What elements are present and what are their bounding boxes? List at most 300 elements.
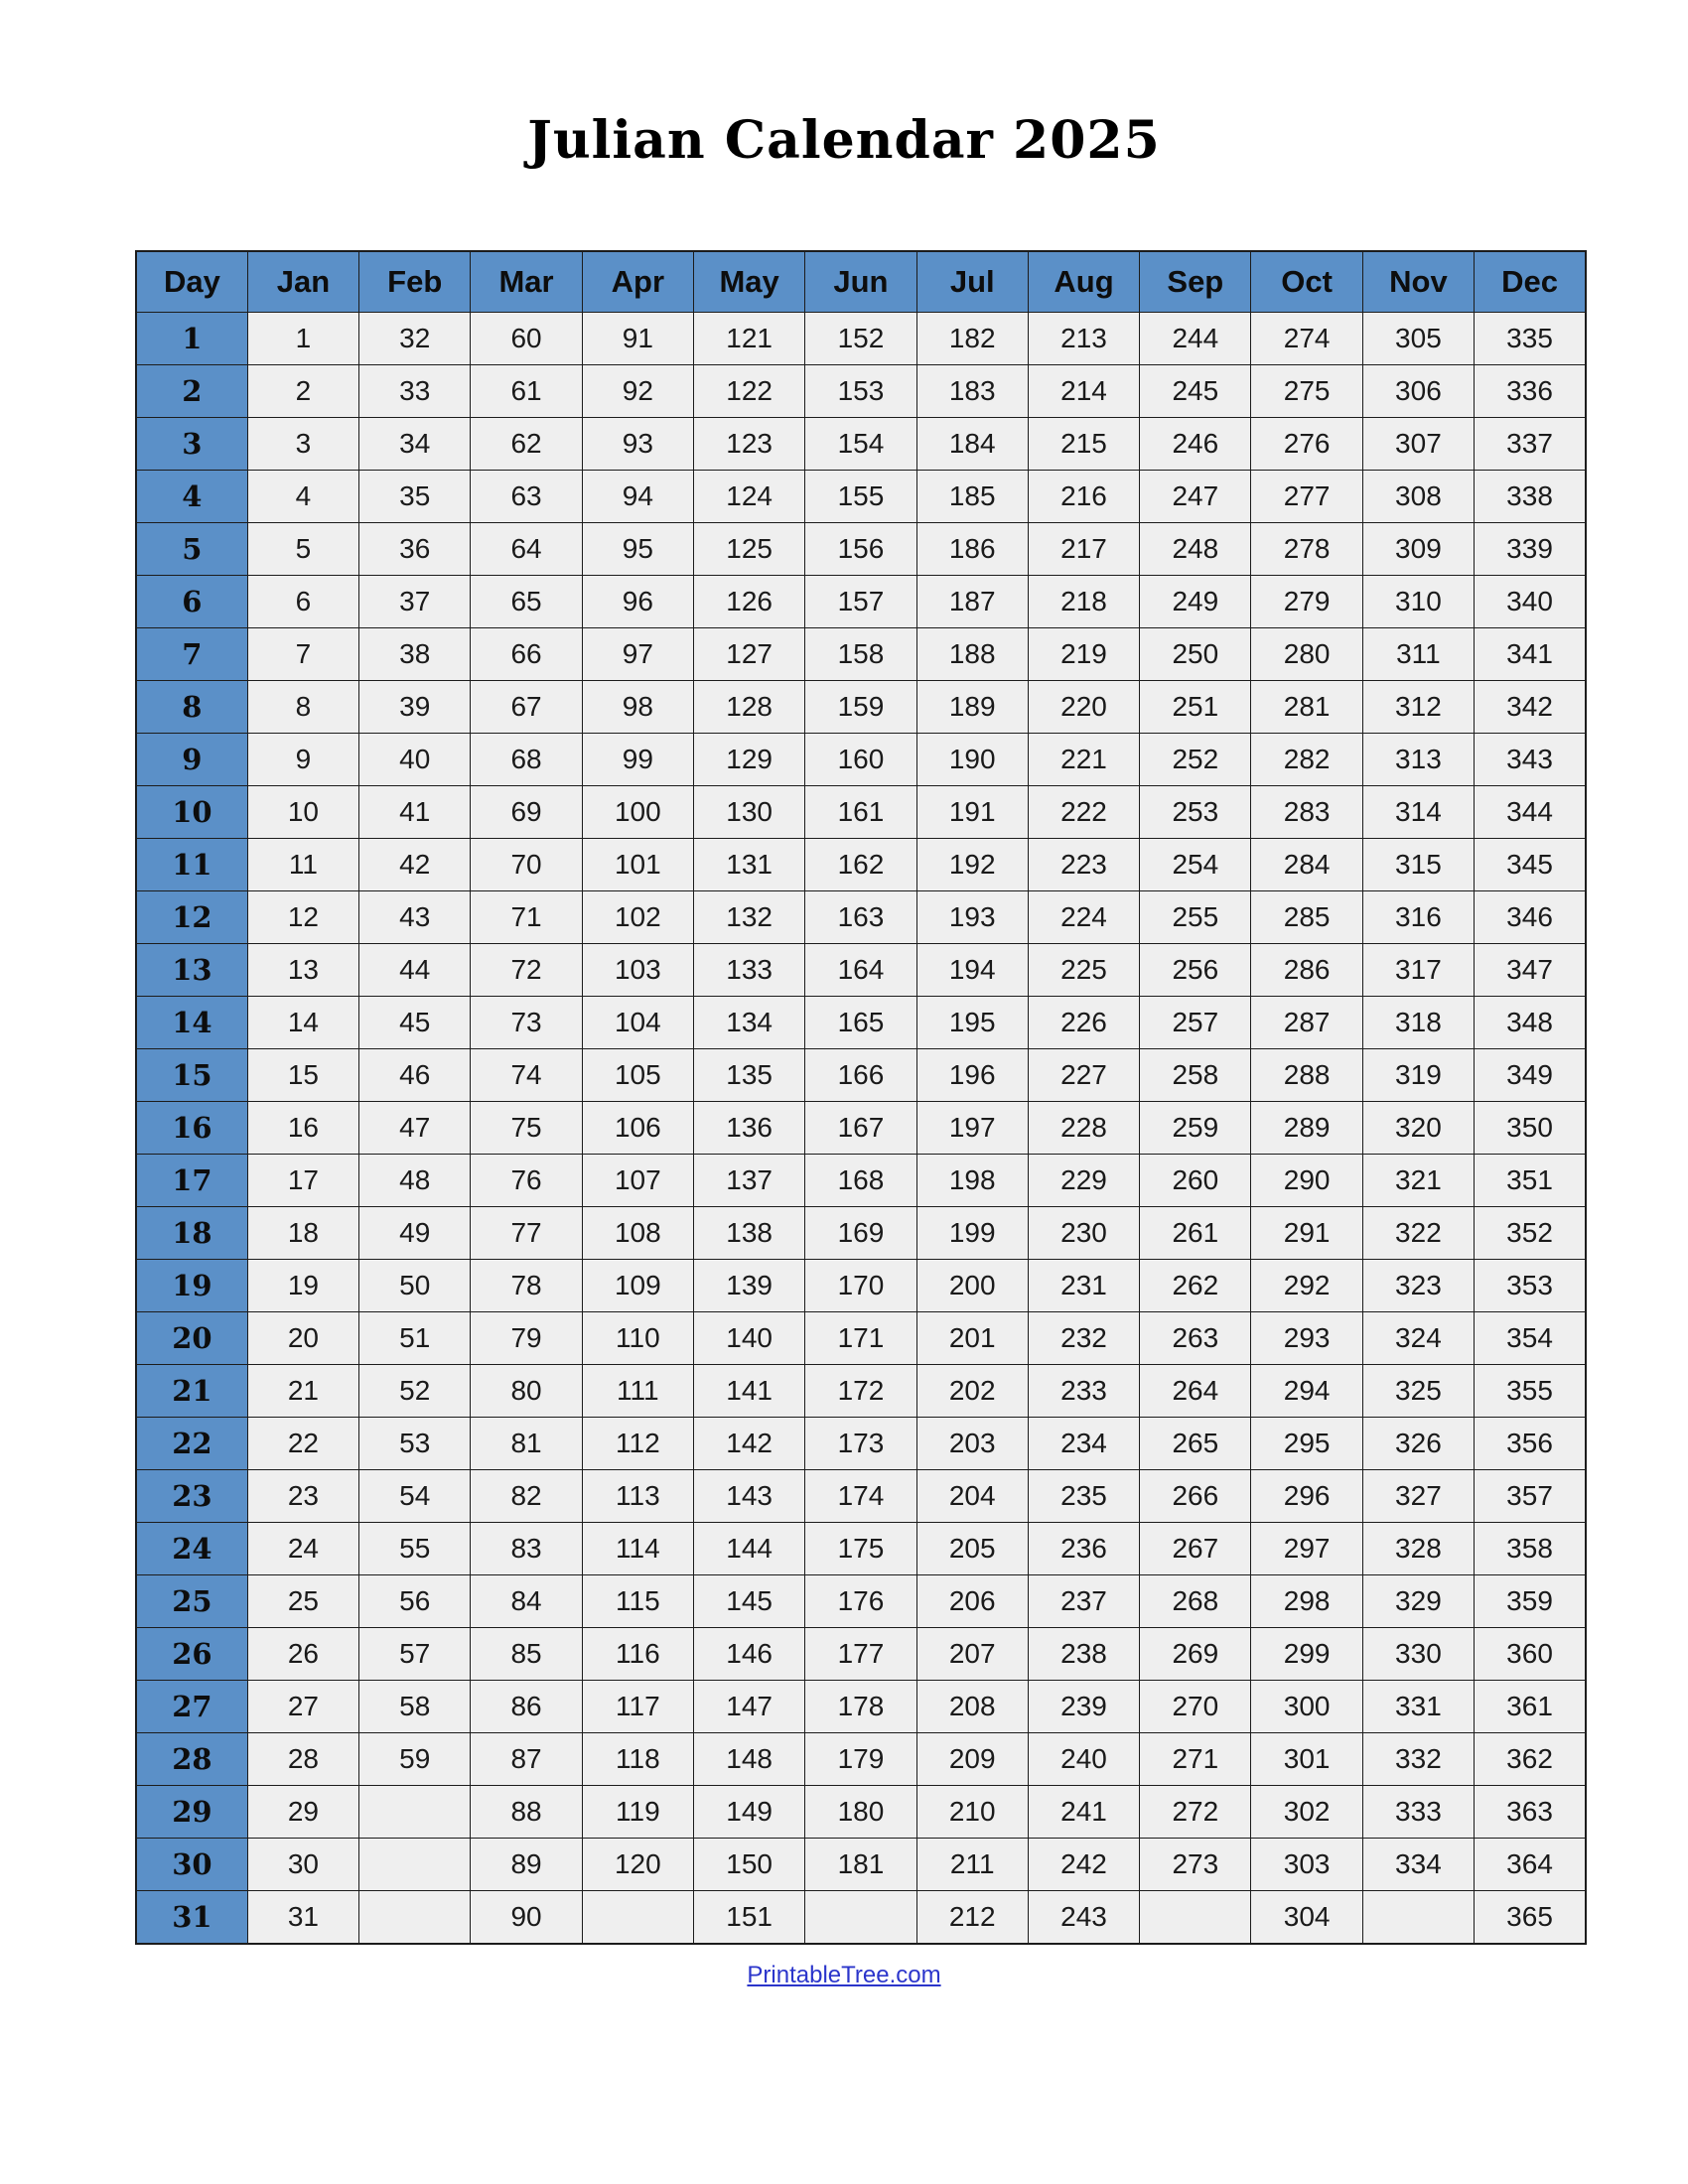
julian-day-cell (359, 1838, 471, 1890)
julian-day-cell: 216 (1028, 470, 1139, 522)
footer (0, 1962, 1688, 1989)
julian-day-cell: 66 (471, 627, 582, 680)
julian-day-cell: 59 (359, 1732, 471, 1785)
julian-day-cell: 219 (1028, 627, 1139, 680)
calendar-row (136, 522, 1586, 575)
julian-day-cell: 235 (1028, 1469, 1139, 1522)
julian-day-cell: 303 (1251, 1838, 1362, 1890)
julian-day-cell: 252 (1140, 733, 1251, 785)
julian-day-cell: 68 (471, 733, 582, 785)
julian-day-cell: 220 (1028, 680, 1139, 733)
julian-day-cell: 188 (916, 627, 1028, 680)
julian-day-cell: 95 (582, 522, 693, 575)
julian-day-cell: 193 (916, 890, 1028, 943)
calendar-row (136, 627, 1586, 680)
julian-day-cell: 36 (359, 522, 471, 575)
julian-day-cell: 326 (1362, 1417, 1474, 1469)
calendar-header-row (136, 251, 1586, 313)
julian-day-cell: 345 (1475, 838, 1586, 890)
julian-day-cell: 242 (1028, 1838, 1139, 1890)
julian-day-cell: 323 (1362, 1259, 1474, 1311)
julian-day-cell: 359 (1475, 1574, 1586, 1627)
julian-day-cell: 81 (471, 1417, 582, 1469)
julian-day-cell: 337 (1475, 417, 1586, 470)
julian-day-cell: 300 (1251, 1680, 1362, 1732)
julian-day-cell: 120 (582, 1838, 693, 1890)
julian-day-cell: 92 (582, 364, 693, 417)
julian-day-cell: 284 (1251, 838, 1362, 890)
julian-day-cell: 160 (805, 733, 916, 785)
julian-day-cell: 63 (471, 470, 582, 522)
calendar-body (136, 312, 1586, 1944)
julian-day-cell: 16 (247, 1101, 358, 1154)
julian-day-cell: 208 (916, 1680, 1028, 1732)
calendar-row (136, 364, 1586, 417)
julian-day-cell: 33 (359, 364, 471, 417)
julian-day-cell: 279 (1251, 575, 1362, 627)
day-cell: 1 (136, 312, 247, 364)
day-cell: 8 (136, 680, 247, 733)
julian-day-cell: 54 (359, 1469, 471, 1522)
julian-day-cell (805, 1890, 916, 1944)
julian-day-cell: 333 (1362, 1785, 1474, 1838)
julian-day-cell: 174 (805, 1469, 916, 1522)
julian-day-cell: 311 (1362, 627, 1474, 680)
julian-day-cell: 324 (1362, 1311, 1474, 1364)
julian-day-cell: 135 (693, 1048, 804, 1101)
julian-day-cell: 89 (471, 1838, 582, 1890)
julian-day-cell: 238 (1028, 1627, 1139, 1680)
julian-day-cell: 327 (1362, 1469, 1474, 1522)
julian-day-cell: 139 (693, 1259, 804, 1311)
day-cell: 12 (136, 890, 247, 943)
julian-day-cell: 19 (247, 1259, 358, 1311)
julian-day-cell: 14 (247, 996, 358, 1048)
julian-day-cell: 140 (693, 1311, 804, 1364)
julian-day-cell: 210 (916, 1785, 1028, 1838)
julian-day-cell: 97 (582, 627, 693, 680)
julian-day-cell: 285 (1251, 890, 1362, 943)
julian-day-cell: 322 (1362, 1206, 1474, 1259)
julian-day-cell: 158 (805, 627, 916, 680)
column-header-nov: Nov (1362, 251, 1474, 313)
julian-day-cell: 177 (805, 1627, 916, 1680)
julian-day-cell: 157 (805, 575, 916, 627)
julian-day-cell: 254 (1140, 838, 1251, 890)
julian-day-cell: 2 (247, 364, 358, 417)
julian-day-cell: 175 (805, 1522, 916, 1574)
julian-day-cell: 152 (805, 312, 916, 364)
julian-day-cell: 57 (359, 1627, 471, 1680)
julian-day-cell: 102 (582, 890, 693, 943)
julian-day-cell: 336 (1475, 364, 1586, 417)
julian-day-cell: 167 (805, 1101, 916, 1154)
julian-day-cell: 202 (916, 1364, 1028, 1417)
julian-day-cell: 165 (805, 996, 916, 1048)
day-cell: 2 (136, 364, 247, 417)
julian-day-cell: 56 (359, 1574, 471, 1627)
julian-day-cell: 40 (359, 733, 471, 785)
julian-day-cell: 90 (471, 1890, 582, 1944)
julian-day-cell: 53 (359, 1417, 471, 1469)
julian-day-cell: 9 (247, 733, 358, 785)
julian-day-cell: 271 (1140, 1732, 1251, 1785)
day-cell: 21 (136, 1364, 247, 1417)
julian-day-cell: 259 (1140, 1101, 1251, 1154)
julian-day-cell: 307 (1362, 417, 1474, 470)
julian-day-cell: 256 (1140, 943, 1251, 996)
column-header-oct: Oct (1251, 251, 1362, 313)
julian-day-cell: 339 (1475, 522, 1586, 575)
julian-day-cell: 119 (582, 1785, 693, 1838)
julian-day-cell: 37 (359, 575, 471, 627)
julian-day-cell: 7 (247, 627, 358, 680)
julian-day-cell: 356 (1475, 1417, 1586, 1469)
julian-day-cell: 316 (1362, 890, 1474, 943)
julian-day-cell: 353 (1475, 1259, 1586, 1311)
julian-day-cell: 192 (916, 838, 1028, 890)
julian-day-cell: 348 (1475, 996, 1586, 1048)
julian-day-cell: 142 (693, 1417, 804, 1469)
julian-day-cell: 342 (1475, 680, 1586, 733)
julian-day-cell: 75 (471, 1101, 582, 1154)
julian-day-cell: 20 (247, 1311, 358, 1364)
julian-day-cell: 302 (1251, 1785, 1362, 1838)
day-cell: 3 (136, 417, 247, 470)
calendar-row (136, 996, 1586, 1048)
julian-day-cell: 47 (359, 1101, 471, 1154)
julian-day-cell: 343 (1475, 733, 1586, 785)
julian-day-cell: 122 (693, 364, 804, 417)
julian-day-cell: 282 (1251, 733, 1362, 785)
julian-day-cell: 346 (1475, 890, 1586, 943)
julian-day-cell: 191 (916, 785, 1028, 838)
julian-day-cell: 237 (1028, 1574, 1139, 1627)
julian-day-cell (1362, 1890, 1474, 1944)
julian-day-cell: 87 (471, 1732, 582, 1785)
julian-day-cell: 48 (359, 1154, 471, 1206)
julian-day-cell: 183 (916, 364, 1028, 417)
day-cell: 18 (136, 1206, 247, 1259)
julian-day-cell: 143 (693, 1469, 804, 1522)
julian-day-cell: 182 (916, 312, 1028, 364)
julian-day-cell: 244 (1140, 312, 1251, 364)
julian-day-cell: 280 (1251, 627, 1362, 680)
julian-day-cell: 51 (359, 1311, 471, 1364)
julian-day-cell: 146 (693, 1627, 804, 1680)
column-header-jan: Jan (247, 251, 358, 313)
column-header-day: Day (136, 251, 247, 313)
julian-day-cell: 38 (359, 627, 471, 680)
julian-day-cell: 154 (805, 417, 916, 470)
julian-day-cell: 8 (247, 680, 358, 733)
julian-day-cell: 295 (1251, 1417, 1362, 1469)
julian-day-cell: 278 (1251, 522, 1362, 575)
julian-day-cell: 126 (693, 575, 804, 627)
julian-day-cell: 170 (805, 1259, 916, 1311)
julian-day-cell: 272 (1140, 1785, 1251, 1838)
julian-day-cell: 293 (1251, 1311, 1362, 1364)
julian-day-cell: 29 (247, 1785, 358, 1838)
julian-day-cell: 292 (1251, 1259, 1362, 1311)
julian-calendar-table (135, 250, 1587, 1945)
julian-day-cell: 249 (1140, 575, 1251, 627)
julian-day-cell: 286 (1251, 943, 1362, 996)
julian-day-cell: 133 (693, 943, 804, 996)
julian-day-cell: 350 (1475, 1101, 1586, 1154)
julian-day-cell: 1 (247, 312, 358, 364)
calendar-row (136, 838, 1586, 890)
julian-day-cell: 104 (582, 996, 693, 1048)
julian-day-cell: 281 (1251, 680, 1362, 733)
julian-day-cell: 98 (582, 680, 693, 733)
julian-day-cell: 270 (1140, 1680, 1251, 1732)
julian-day-cell: 231 (1028, 1259, 1139, 1311)
julian-day-cell: 70 (471, 838, 582, 890)
julian-day-cell: 212 (916, 1890, 1028, 1944)
julian-day-cell: 260 (1140, 1154, 1251, 1206)
julian-day-cell: 113 (582, 1469, 693, 1522)
julian-day-cell: 266 (1140, 1469, 1251, 1522)
day-cell: 19 (136, 1259, 247, 1311)
julian-day-cell: 344 (1475, 785, 1586, 838)
julian-day-cell: 253 (1140, 785, 1251, 838)
calendar-row (136, 733, 1586, 785)
calendar-row (136, 312, 1586, 364)
julian-day-cell: 205 (916, 1522, 1028, 1574)
julian-day-cell: 67 (471, 680, 582, 733)
julian-day-cell: 61 (471, 364, 582, 417)
julian-day-cell: 255 (1140, 890, 1251, 943)
julian-day-cell: 169 (805, 1206, 916, 1259)
julian-day-cell: 290 (1251, 1154, 1362, 1206)
julian-day-cell: 141 (693, 1364, 804, 1417)
julian-day-cell: 86 (471, 1680, 582, 1732)
julian-day-cell: 283 (1251, 785, 1362, 838)
julian-day-cell: 171 (805, 1311, 916, 1364)
julian-day-cell: 168 (805, 1154, 916, 1206)
julian-day-cell: 108 (582, 1206, 693, 1259)
julian-day-cell: 159 (805, 680, 916, 733)
julian-day-cell: 30 (247, 1838, 358, 1890)
julian-day-cell: 206 (916, 1574, 1028, 1627)
julian-day-cell: 301 (1251, 1732, 1362, 1785)
column-header-apr: Apr (582, 251, 693, 313)
julian-day-cell: 91 (582, 312, 693, 364)
julian-day-cell: 201 (916, 1311, 1028, 1364)
julian-day-cell: 10 (247, 785, 358, 838)
julian-day-cell: 39 (359, 680, 471, 733)
calendar-row (136, 575, 1586, 627)
julian-day-cell: 261 (1140, 1206, 1251, 1259)
julian-day-cell: 355 (1475, 1364, 1586, 1417)
julian-day-cell: 172 (805, 1364, 916, 1417)
julian-day-cell: 262 (1140, 1259, 1251, 1311)
julian-day-cell: 52 (359, 1364, 471, 1417)
julian-day-cell: 358 (1475, 1522, 1586, 1574)
calendar-row (136, 1522, 1586, 1574)
julian-day-cell: 310 (1362, 575, 1474, 627)
julian-day-cell: 296 (1251, 1469, 1362, 1522)
calendar-row (136, 417, 1586, 470)
julian-day-cell: 251 (1140, 680, 1251, 733)
julian-day-cell: 207 (916, 1627, 1028, 1680)
day-cell: 4 (136, 470, 247, 522)
julian-day-cell: 132 (693, 890, 804, 943)
julian-day-cell: 99 (582, 733, 693, 785)
julian-day-cell: 211 (916, 1838, 1028, 1890)
day-cell: 26 (136, 1627, 247, 1680)
julian-day-cell: 44 (359, 943, 471, 996)
calendar-row (136, 943, 1586, 996)
julian-day-cell: 161 (805, 785, 916, 838)
calendar-row (136, 1417, 1586, 1469)
julian-day-cell: 351 (1475, 1154, 1586, 1206)
julian-day-cell: 145 (693, 1574, 804, 1627)
julian-day-cell: 181 (805, 1838, 916, 1890)
julian-day-cell: 21 (247, 1364, 358, 1417)
julian-day-cell: 164 (805, 943, 916, 996)
julian-day-cell: 69 (471, 785, 582, 838)
julian-day-cell: 131 (693, 838, 804, 890)
column-header-may: May (693, 251, 804, 313)
calendar-row (136, 1364, 1586, 1417)
julian-day-cell: 347 (1475, 943, 1586, 996)
julian-day-cell: 268 (1140, 1574, 1251, 1627)
julian-day-cell: 50 (359, 1259, 471, 1311)
julian-day-cell: 42 (359, 838, 471, 890)
day-cell: 10 (136, 785, 247, 838)
day-cell: 20 (136, 1311, 247, 1364)
julian-day-cell: 101 (582, 838, 693, 890)
julian-day-cell: 153 (805, 364, 916, 417)
julian-day-cell: 312 (1362, 680, 1474, 733)
julian-day-cell: 121 (693, 312, 804, 364)
julian-day-cell: 106 (582, 1101, 693, 1154)
julian-day-cell: 80 (471, 1364, 582, 1417)
julian-day-cell: 115 (582, 1574, 693, 1627)
julian-day-cell: 243 (1028, 1890, 1139, 1944)
julian-day-cell: 15 (247, 1048, 358, 1101)
julian-day-cell: 250 (1140, 627, 1251, 680)
julian-day-cell: 32 (359, 312, 471, 364)
julian-day-cell: 331 (1362, 1680, 1474, 1732)
julian-day-cell: 107 (582, 1154, 693, 1206)
julian-day-cell: 341 (1475, 627, 1586, 680)
calendar-row (136, 470, 1586, 522)
julian-day-cell: 129 (693, 733, 804, 785)
julian-day-cell: 334 (1362, 1838, 1474, 1890)
column-header-aug: Aug (1028, 251, 1139, 313)
julian-day-cell: 308 (1362, 470, 1474, 522)
julian-day-cell: 31 (247, 1890, 358, 1944)
column-header-feb: Feb (359, 251, 471, 313)
calendar-row (136, 1154, 1586, 1206)
julian-day-cell: 228 (1028, 1101, 1139, 1154)
julian-day-cell: 179 (805, 1732, 916, 1785)
day-cell: 30 (136, 1838, 247, 1890)
julian-day-cell: 217 (1028, 522, 1139, 575)
julian-day-cell: 226 (1028, 996, 1139, 1048)
day-cell: 11 (136, 838, 247, 890)
calendar-row (136, 1259, 1586, 1311)
julian-day-cell: 225 (1028, 943, 1139, 996)
julian-day-cell: 46 (359, 1048, 471, 1101)
julian-day-cell: 109 (582, 1259, 693, 1311)
julian-day-cell: 221 (1028, 733, 1139, 785)
julian-day-cell: 82 (471, 1469, 582, 1522)
julian-day-cell: 156 (805, 522, 916, 575)
julian-day-cell: 239 (1028, 1680, 1139, 1732)
julian-day-cell: 93 (582, 417, 693, 470)
julian-day-cell: 288 (1251, 1048, 1362, 1101)
page-title: Julian Calendar 2025 (527, 110, 1161, 171)
julian-day-cell: 18 (247, 1206, 358, 1259)
julian-day-cell: 314 (1362, 785, 1474, 838)
julian-day-cell: 35 (359, 470, 471, 522)
calendar-row (136, 890, 1586, 943)
julian-day-cell: 257 (1140, 996, 1251, 1048)
julian-day-cell: 73 (471, 996, 582, 1048)
julian-day-cell: 294 (1251, 1364, 1362, 1417)
julian-day-cell: 305 (1362, 312, 1474, 364)
julian-day-cell: 267 (1140, 1522, 1251, 1574)
printabletree-link[interactable]: PrintableTree.com (747, 1961, 941, 1988)
julian-day-cell: 297 (1251, 1522, 1362, 1574)
julian-day-cell: 176 (805, 1574, 916, 1627)
julian-day-cell: 194 (916, 943, 1028, 996)
julian-day-cell: 85 (471, 1627, 582, 1680)
calendar-row (136, 1732, 1586, 1785)
julian-day-cell: 96 (582, 575, 693, 627)
julian-day-cell: 11 (247, 838, 358, 890)
julian-day-cell: 229 (1028, 1154, 1139, 1206)
julian-day-cell: 291 (1251, 1206, 1362, 1259)
julian-day-cell: 78 (471, 1259, 582, 1311)
day-cell: 25 (136, 1574, 247, 1627)
julian-day-cell: 325 (1362, 1364, 1474, 1417)
day-cell: 14 (136, 996, 247, 1048)
julian-day-cell: 233 (1028, 1364, 1139, 1417)
julian-day-cell: 116 (582, 1627, 693, 1680)
julian-day-cell: 361 (1475, 1680, 1586, 1732)
julian-day-cell: 13 (247, 943, 358, 996)
julian-day-cell: 330 (1362, 1627, 1474, 1680)
julian-day-cell: 338 (1475, 470, 1586, 522)
julian-day-cell: 320 (1362, 1101, 1474, 1154)
julian-day-cell: 151 (693, 1890, 804, 1944)
julian-day-cell: 218 (1028, 575, 1139, 627)
julian-day-cell: 105 (582, 1048, 693, 1101)
julian-day-cell: 79 (471, 1311, 582, 1364)
julian-day-cell: 4 (247, 470, 358, 522)
julian-day-cell: 287 (1251, 996, 1362, 1048)
julian-day-cell: 136 (693, 1101, 804, 1154)
julian-day-cell: 196 (916, 1048, 1028, 1101)
julian-day-cell (359, 1890, 471, 1944)
julian-day-cell: 111 (582, 1364, 693, 1417)
julian-day-cell: 223 (1028, 838, 1139, 890)
julian-day-cell (359, 1785, 471, 1838)
julian-day-cell: 128 (693, 680, 804, 733)
julian-day-cell: 340 (1475, 575, 1586, 627)
calendar-row (136, 1048, 1586, 1101)
calendar-row (136, 1574, 1586, 1627)
julian-day-cell: 163 (805, 890, 916, 943)
julian-day-cell: 58 (359, 1680, 471, 1732)
julian-day-cell: 88 (471, 1785, 582, 1838)
day-cell: 27 (136, 1680, 247, 1732)
